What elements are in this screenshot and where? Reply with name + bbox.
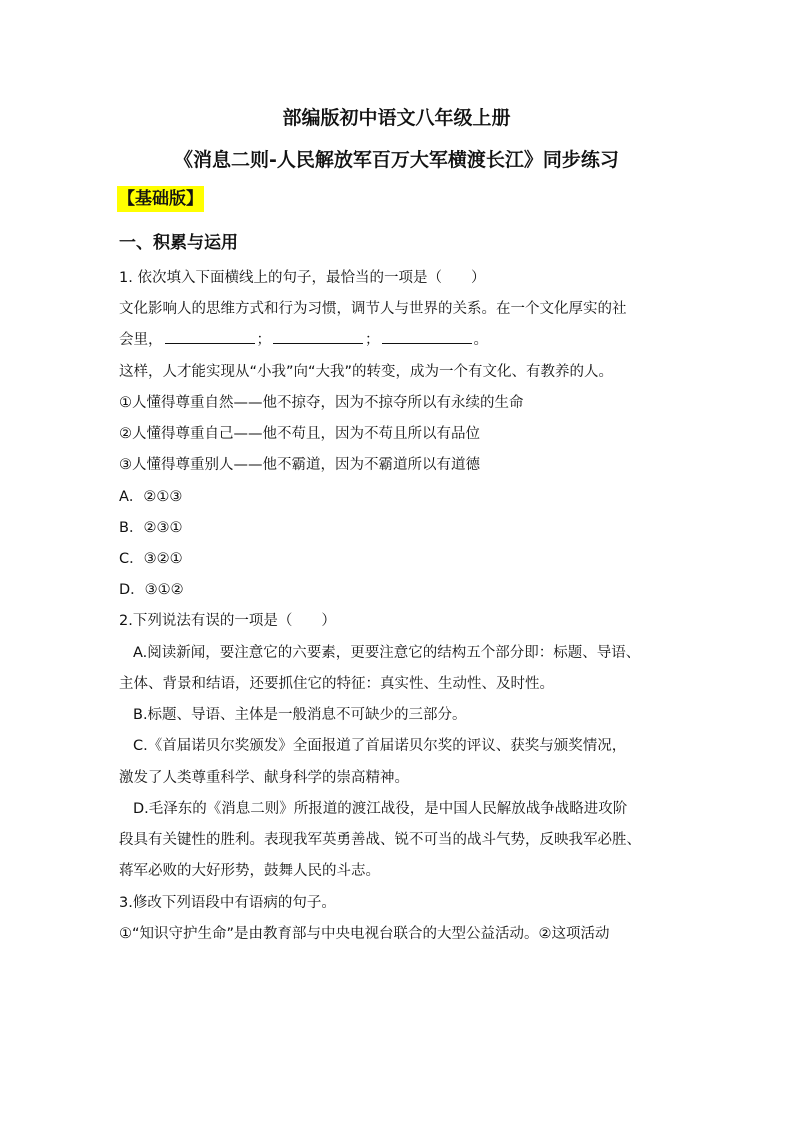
q1-option-b: B．②③①: [119, 520, 183, 536]
q2-option-d-line1: D.毛泽东的《消息二则》所报道的渡江战役，是中国人民解放战争战略进攻阶: [133, 801, 628, 817]
q3-passage-line1: ①“知识守护生命”是由教育部与中央电视台联合的大型公益活动。②这项活动: [119, 926, 610, 942]
q1-separator-1: ；: [256, 332, 271, 348]
q1-item-2: ②人懂得尊重自己——他不苟且，因为不苟且所以有品位: [119, 426, 480, 442]
q1-stem: 1. 依次填入下面横线上的句子，最恰当的一项是（ ）: [119, 270, 486, 286]
version-tag: 【基础版】: [117, 186, 204, 212]
document-title: 部编版初中语文八年级上册: [282, 107, 511, 129]
q1-passage-line2-prefix: 会里，: [119, 332, 163, 348]
q1-separator-2: ；: [365, 332, 380, 348]
q2-option-b: B.标题、导语、主体是一般消息不可缺少的三部分。: [133, 707, 467, 723]
fill-blank-1: [165, 329, 255, 344]
q3-stem: 3.修改下列语段中有语病的句子。: [119, 895, 336, 911]
fill-blank-2: [273, 329, 363, 344]
q1-option-c: C．③②①: [119, 551, 183, 567]
q1-passage-line3: 这样，人才能实现从“小我”向“大我”的转变，成为一个有文化、有教养的人。: [119, 364, 614, 380]
q2-option-d-line2: 段具有关键性的胜利。表现我军英勇善战、锐不可当的战斗气势，反映我军必胜、: [119, 832, 641, 848]
q2-option-a-line2: 主体、背景和结语，还要抓住它的特征：真实性、生动性、及时性。: [119, 676, 554, 692]
q1-item-3: ③人懂得尊重别人——他不霸道，因为不霸道所以有道德: [119, 457, 480, 473]
q1-item-1: ①人懂得尊重自然——他不掠夺，因为不掠夺所以有永续的生命: [119, 395, 524, 411]
q2-option-c-line1: C.《首届诺贝尔奖颁发》全面报道了首届诺贝尔奖的评议、获奖与颁奖情况，: [133, 738, 627, 754]
q1-end-mark: 。: [473, 332, 488, 348]
q1-option-a: A．②①③: [119, 489, 183, 505]
q1-passage-line1: 文化影响人的思维方式和行为习惯，调节人与世界的关系。在一个文化厚实的社: [119, 301, 627, 317]
q1-option-d: D．③①②: [119, 582, 184, 598]
q2-stem: 2.下列说法有误的一项是（ ）: [119, 613, 336, 629]
q2-option-a-line1: A.阅读新闻，要注意它的六要素，更要注意它的结构五个部分即：标题、导语、: [133, 645, 641, 661]
q1-passage-line2: [119, 329, 488, 351]
q2-option-d-line3: 蒋军必败的大好形势，鼓舞人民的斗志。: [119, 863, 380, 879]
fill-blank-3: [382, 329, 472, 344]
q2-option-c-line2: 激发了人类尊重科学、献身科学的崇高精神。: [119, 770, 409, 786]
section-heading: 一、积累与运用: [119, 233, 238, 253]
document-subtitle: 《消息二则-人民解放军百万大军横渡长江》同步练习: [174, 149, 619, 171]
